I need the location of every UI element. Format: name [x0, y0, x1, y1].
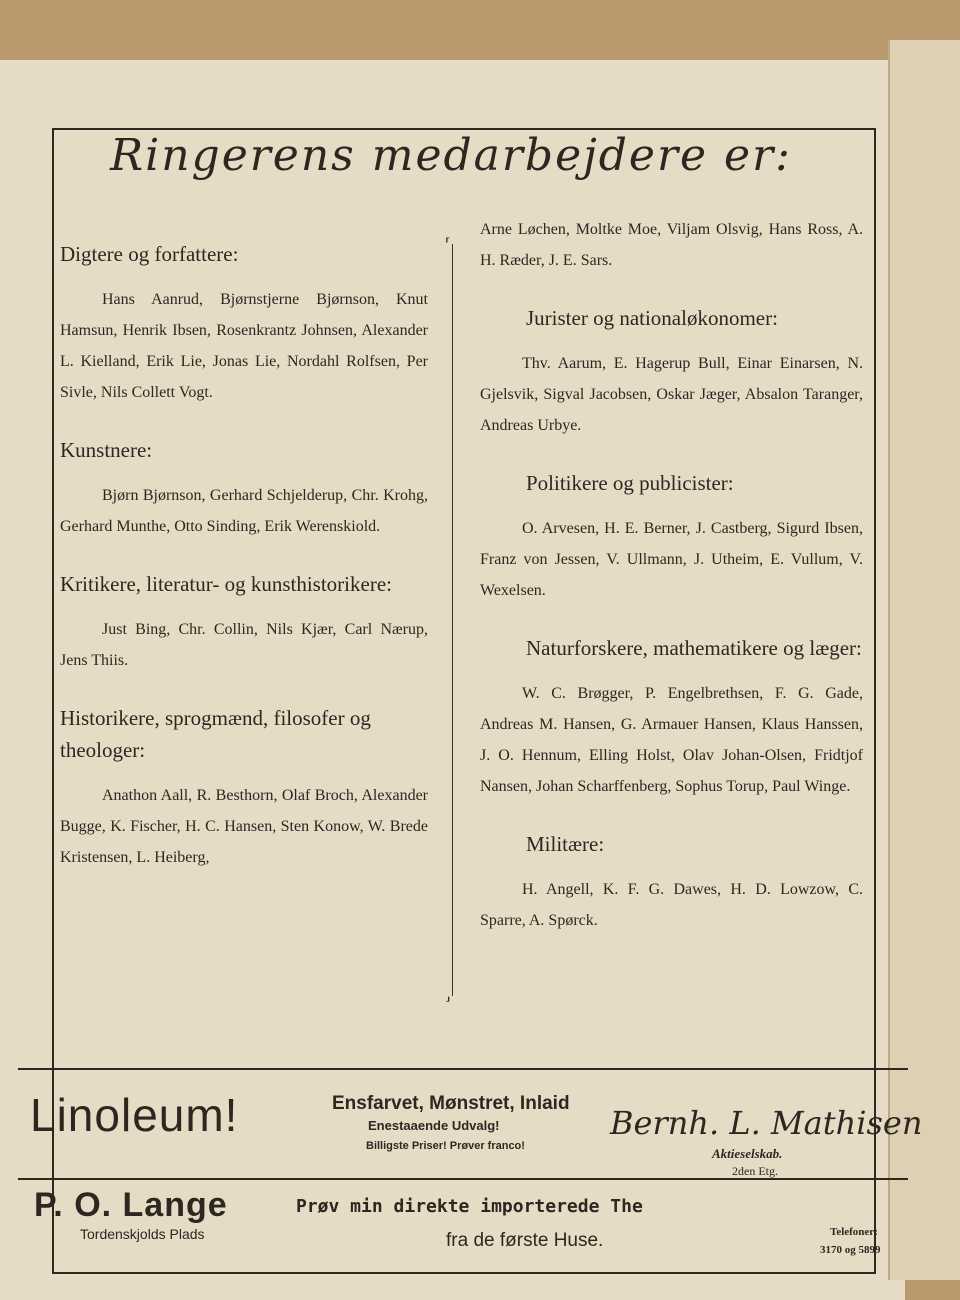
ad-company-name: Bernh. L. Mathisen: [610, 1104, 923, 1142]
ad-lange-slogan2: fra de første Huse.: [446, 1230, 604, 1251]
ad-separator: [18, 1068, 908, 1070]
section-heading: Naturforskere, mathematikere og læger:: [526, 636, 862, 660]
section-names: Hans Aanrud, Bjørnstjerne Bjørnson, Knut Hamsun, Henrik Ibsen, Rosenkrantz Johnsen, Alexander L. Kielland, Erik Lie, Jonas Lie, Nordahl Rolfsen, Per Sivle, Nils Collett Vogt.: [60, 291, 428, 401]
ad-lange-address: Tordenskjolds Plads: [80, 1226, 205, 1242]
section-names: Anathon Aall, R. Besthorn, Olaf Broch, Alexander Bugge, K. Fischer, H. C. Hansen, Sten Konow, W. Brede Kristensen, L. Heiberg,: [60, 787, 428, 866]
ad-lange-phones: 3170 og 5899: [820, 1244, 881, 1256]
section-names: Bjørn Bjørnson, Gerhard Schjelderup, Chr. Krohg, Gerhard Munthe, Otto Sinding, Erik Werenskiold.: [60, 487, 428, 535]
ad-lange-slogan: Prøv min direkte importerede The: [296, 1196, 643, 1217]
ad-linoleum-line3: Billigste Priser! Prøver franco!: [366, 1140, 525, 1152]
ad-separator: [18, 1178, 908, 1180]
divider-bottom-mark: ⸥: [445, 989, 451, 1004]
section-heading: Kritikere, literatur- og kunsthistorikere:: [60, 572, 392, 596]
ad-linoleum-line2: Enestaaende Udvalg!: [368, 1118, 500, 1133]
next-page-edge: [888, 40, 960, 1280]
section-heading: Historikere, sprogmænd, filosofer og theologer:: [60, 706, 371, 762]
section-names: Thv. Aarum, E. Hagerup Bull, Einar Einarsen, N. Gjelsvik, Sigval Jacobsen, Oskar Jæger, Absalon Taranger, Andreas Urbye.: [480, 355, 863, 434]
column-divider: [452, 244, 453, 996]
section-names: O. Arvesen, H. E. Berner, J. Castberg, Sigurd Ibsen, Franz von Jessen, V. Ullmann, J. Utheim, E. Vullum, V. Wexelsen.: [480, 520, 863, 599]
ad-company-floor: 2den Etg.: [732, 1164, 778, 1178]
left-column: [60, 238, 428, 873]
page-title: Ringerens medarbejdere er:: [110, 130, 792, 181]
ad-company-sub: Aktieselskab.: [712, 1146, 783, 1161]
ad-lange-name: P. O. Lange: [34, 1186, 228, 1224]
ad-lange-phone-label: Telefoner:: [830, 1226, 878, 1238]
ad-linoleum-line1: Ensfarvet, Mønstret, Inlaid: [332, 1093, 570, 1114]
right-column: [480, 214, 863, 936]
ad-linoleum-title: Linoleum!: [30, 1089, 239, 1141]
section-names: W. C. Brøgger, P. Engelbrethsen, F. G. Gade, Andreas M. Hansen, G. Armauer Hansen, Klaus Hanssen, J. O. Hennum, Elling Holst, Olav Johan-Olsen, Fridtjof Nansen, Johan Scharffenberg, Sophus Torup, Paul Winge.: [480, 685, 863, 795]
section-names: Just Bing, Chr. Collin, Nils Kjær, Carl Nærup, Jens Thiis.: [60, 621, 428, 669]
section-heading: Kunstnere:: [60, 438, 153, 462]
continuation-names: Arne Løchen, Moltke Moe, Viljam Olsvig, Hans Ross, A. H. Ræder, J. E. Sars.: [480, 221, 863, 269]
section-names: H. Angell, K. F. G. Dawes, H. D. Lowzow, C. Sparre, A. Spørck.: [480, 881, 863, 929]
section-heading: Digtere og forfattere:: [60, 242, 239, 266]
section-heading: Jurister og nationaløkonomer:: [526, 306, 778, 330]
section-heading: Militære:: [526, 832, 605, 856]
section-heading: Politikere og publicister:: [526, 471, 734, 495]
divider-top-mark: ⸢: [445, 237, 451, 252]
